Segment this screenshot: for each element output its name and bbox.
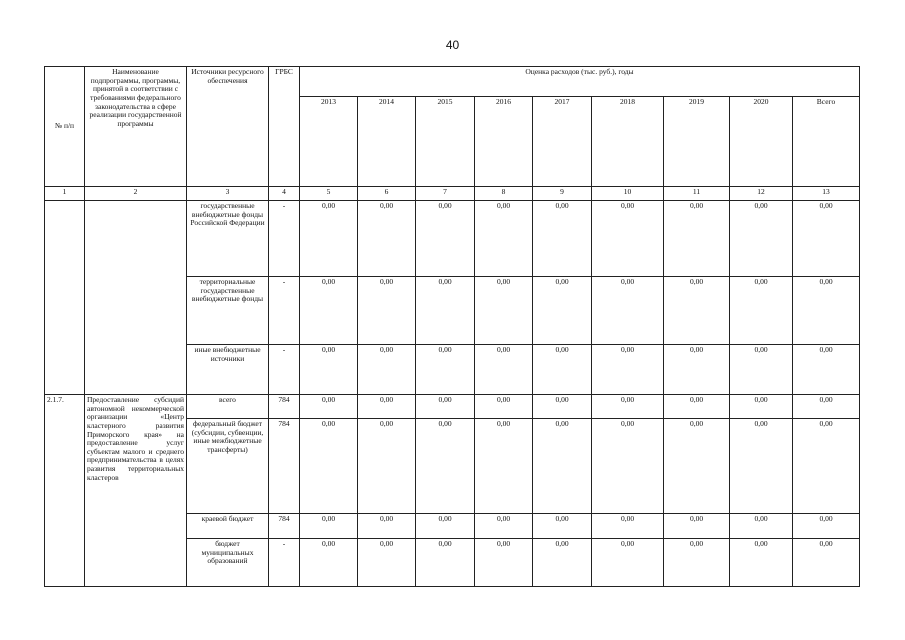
value-cell: 0,00 (664, 539, 730, 587)
column-number: 4 (269, 187, 300, 201)
item-name: Предоставление субсидий автономной некоммерческой организации «Центр кластерного развития Приморского края» на предоставление услуг субъектам малого и среднего предпринимательства в целях развития территориальных кластеров (85, 395, 187, 587)
source-cell: федеральный бюджет (субсидии, субвенции, иные межбюджетные трансферты) (187, 419, 269, 514)
value-cell: 0,00 (730, 395, 793, 419)
value-cell: 0,00 (533, 514, 592, 539)
grbs-cell: 784 (269, 514, 300, 539)
value-cell: 0,00 (475, 345, 533, 395)
value-cell: 0,00 (730, 514, 793, 539)
value-cell: 0,00 (664, 514, 730, 539)
table-row (45, 201, 860, 277)
year-header: 2016 (475, 97, 533, 187)
value-cell: 0,00 (592, 201, 664, 277)
total-header: Всего (793, 97, 860, 187)
value-cell: 0,00 (592, 395, 664, 419)
value-cell: 0,00 (300, 514, 358, 539)
value-cell: 0,00 (730, 201, 793, 277)
value-cell: 0,00 (793, 539, 860, 587)
value-cell: 0,00 (300, 419, 358, 514)
year-header: 2018 (592, 97, 664, 187)
value-cell: 0,00 (358, 395, 416, 419)
value-cell: 0,00 (300, 201, 358, 277)
year-header: 2017 (533, 97, 592, 187)
header-grbs: ГРБС (269, 67, 300, 187)
header-estimate: Оценка расходов (тыс. руб.), годы (300, 67, 860, 97)
expense-table (44, 66, 860, 587)
grbs-cell: 784 (269, 395, 300, 419)
value-cell: 0,00 (730, 539, 793, 587)
value-cell: 0,00 (416, 345, 475, 395)
value-cell: 0,00 (793, 201, 860, 277)
year-header: 2013 (300, 97, 358, 187)
value-cell: 0,00 (793, 277, 860, 345)
value-cell: 0,00 (793, 514, 860, 539)
value-cell: 0,00 (533, 539, 592, 587)
value-cell: 0,00 (358, 277, 416, 345)
column-number: 3 (187, 187, 269, 201)
source-cell: всего (187, 395, 269, 419)
header-sources: Источники ресурсного обеспечения (187, 67, 269, 187)
value-cell: 0,00 (533, 395, 592, 419)
value-cell: 0,00 (664, 277, 730, 345)
value-cell: 0,00 (592, 419, 664, 514)
value-cell: 0,00 (358, 539, 416, 587)
value-cell: 0,00 (793, 419, 860, 514)
value-cell: 0,00 (416, 395, 475, 419)
value-cell: 0,00 (664, 419, 730, 514)
grbs-cell: - (269, 345, 300, 395)
value-cell: 0,00 (793, 395, 860, 419)
value-cell: 0,00 (533, 277, 592, 345)
year-header: 2014 (358, 97, 416, 187)
source-cell: краевой бюджет (187, 514, 269, 539)
value-cell: 0,00 (416, 514, 475, 539)
grbs-cell: - (269, 539, 300, 587)
value-cell: 0,00 (592, 345, 664, 395)
value-cell: 0,00 (475, 539, 533, 587)
value-cell: 0,00 (475, 395, 533, 419)
value-cell: 0,00 (592, 514, 664, 539)
value-cell: 0,00 (664, 201, 730, 277)
value-cell: 0,00 (475, 277, 533, 345)
value-cell: 0,00 (358, 419, 416, 514)
year-header: 2019 (664, 97, 730, 187)
header-num: № п/п (45, 67, 85, 187)
value-cell: 0,00 (475, 419, 533, 514)
value-cell: 0,00 (730, 419, 793, 514)
value-cell: 0,00 (475, 201, 533, 277)
value-cell: 0,00 (592, 539, 664, 587)
value-cell: 0,00 (416, 539, 475, 587)
value-cell: 0,00 (358, 345, 416, 395)
value-cell: 0,00 (358, 201, 416, 277)
source-cell: государственные внебюджетные фонды Российской Федерации (187, 201, 269, 277)
column-number: 12 (730, 187, 793, 201)
value-cell: 0,00 (592, 277, 664, 345)
column-number: 7 (416, 187, 475, 201)
column-number: 8 (475, 187, 533, 201)
empty-num-cell (45, 201, 85, 395)
source-cell: бюджет муниципальных образований (187, 539, 269, 587)
value-cell: 0,00 (730, 345, 793, 395)
table-row (45, 395, 860, 419)
value-cell: 0,00 (730, 277, 793, 345)
value-cell: 0,00 (475, 514, 533, 539)
empty-name-cell (85, 201, 187, 395)
header-name: Наименование подпрограммы, программы, принятой в соответствии с требованиями федерального законодательства в сфере реализации государственной программы (85, 67, 187, 187)
item-number: 2.1.7. (45, 395, 85, 587)
column-number: 2 (85, 187, 187, 201)
column-number: 6 (358, 187, 416, 201)
value-cell: 0,00 (358, 514, 416, 539)
value-cell: 0,00 (416, 201, 475, 277)
source-cell: территориальные государственные внебюджетные фонды (187, 277, 269, 345)
grbs-cell: 784 (269, 419, 300, 514)
value-cell: 0,00 (416, 419, 475, 514)
grbs-cell: - (269, 277, 300, 345)
value-cell: 0,00 (533, 419, 592, 514)
column-number: 11 (664, 187, 730, 201)
value-cell: 0,00 (300, 539, 358, 587)
value-cell: 0,00 (664, 395, 730, 419)
source-cell: иные внебюджетные источники (187, 345, 269, 395)
page-number: 40 (445, 38, 460, 52)
value-cell: 0,00 (300, 395, 358, 419)
column-number: 10 (592, 187, 664, 201)
value-cell: 0,00 (416, 277, 475, 345)
year-header: 2020 (730, 97, 793, 187)
column-number: 1 (45, 187, 85, 201)
column-number: 5 (300, 187, 358, 201)
value-cell: 0,00 (533, 201, 592, 277)
value-cell: 0,00 (300, 345, 358, 395)
value-cell: 0,00 (664, 345, 730, 395)
value-cell: 0,00 (300, 277, 358, 345)
year-header: 2015 (416, 97, 475, 187)
value-cell: 0,00 (533, 345, 592, 395)
column-number: 13 (793, 187, 860, 201)
value-cell: 0,00 (793, 345, 860, 395)
grbs-cell: - (269, 201, 300, 277)
column-number: 9 (533, 187, 592, 201)
